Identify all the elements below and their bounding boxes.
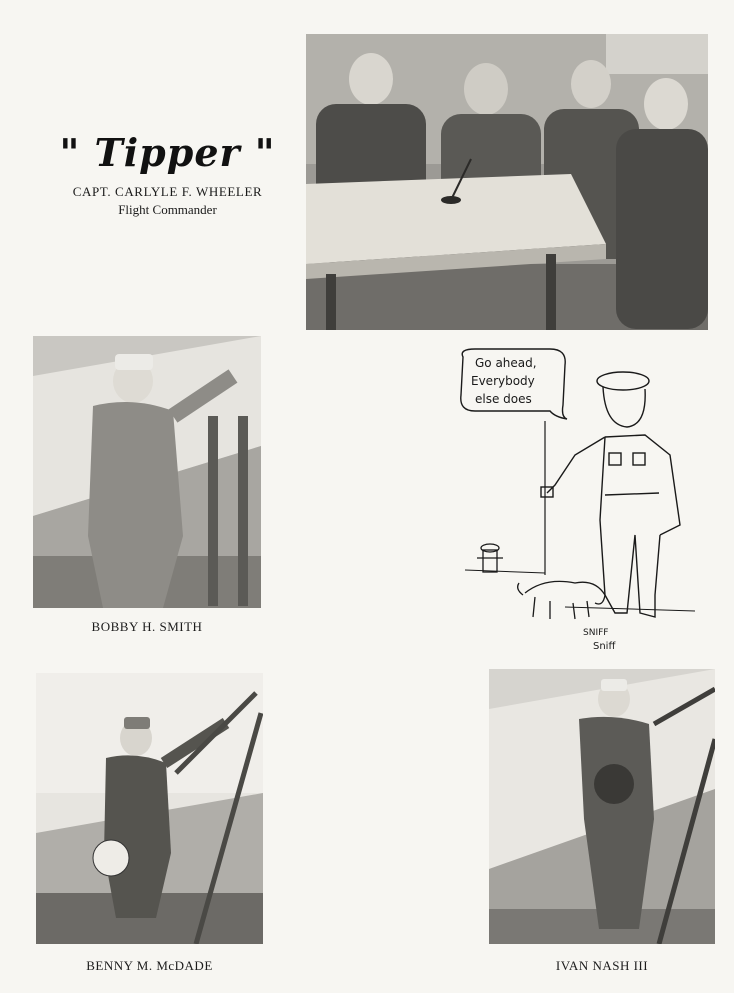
nash-photo [489,669,715,944]
group-photo [306,34,708,330]
commander-role: Flight Commander [118,202,217,217]
nash-photo-image [489,669,715,944]
speech-line-2: Everybody [471,374,535,388]
officer-figure [541,372,680,617]
flight-callsign: " Tipper " [59,130,276,175]
speech-line-3: else does [475,392,532,406]
mcdade-photo-image [36,673,263,944]
nash-caption: IVAN NASH III [555,958,649,973]
mcdade-caption: BENNY M. McDADE [86,958,213,973]
dog-figure [518,581,605,619]
smith-caption: BOBBY H. SMITH [91,619,203,634]
sniff-text-1: SNIFF [583,628,609,638]
group-photo-image [306,34,708,330]
sniff-text-2: Sniff [593,641,616,652]
fire-hydrant [477,544,503,572]
hitchhiker-cartoon [455,345,705,660]
cartoon-drawing [455,345,705,660]
smith-photo [33,336,261,608]
speech-line-1: Go ahead, [475,356,537,370]
flight-heading [55,130,280,218]
commander-name: CAPT. CARLYLE F. WHEELER [72,184,263,199]
mcdade-photo [36,673,263,944]
smith-photo-image [33,336,261,608]
